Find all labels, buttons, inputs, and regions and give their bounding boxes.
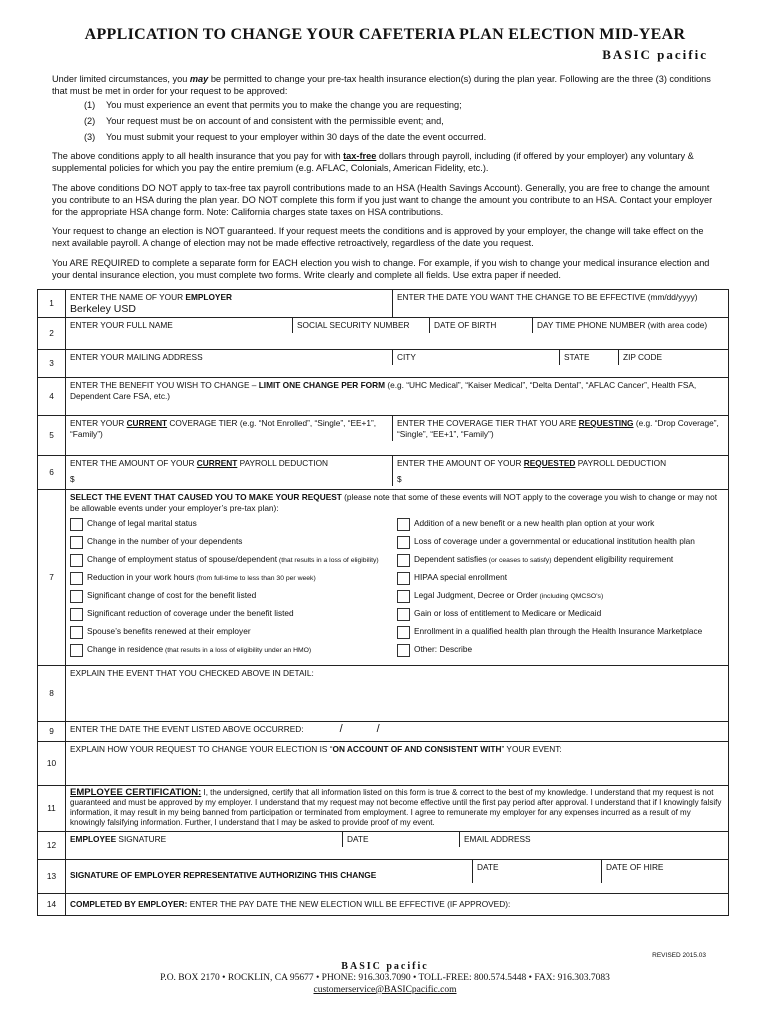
row-1 (38, 290, 729, 318)
event-list-right (397, 519, 724, 663)
condition-2: (2) Your request must be on account of and consistent with the permissible event; and, (84, 116, 444, 126)
footer-address: P.O. BOX 2170 • ROCKLIN, CA 95677 • PHONE: 916.303.7090 • TOLL-FREE: 800.574.5448 • FAX: 916.303.7083 (160, 973, 610, 983)
footer-brand: BASIC pacific (341, 961, 429, 972)
row-number: 14 (38, 894, 66, 916)
email-address-field[interactable]: EMAIL ADDRESS (459, 832, 728, 847)
event-option[interactable]: Significant change of cost for the benefit listed (70, 591, 397, 607)
event-option[interactable]: Change in the number of your dependents (70, 537, 397, 553)
event-option[interactable]: Loss of coverage under a governmental or educational institution health plan (397, 537, 724, 553)
row-number: 3 (38, 350, 66, 378)
employer-rep-signature-field[interactable]: SIGNATURE OF EMPLOYER REPRESENTATIVE AUTHORIZING THIS CHANGE (70, 870, 377, 880)
event-option[interactable]: HIPAA special enrollment (397, 573, 724, 589)
checkbox[interactable] (70, 572, 83, 585)
event-option[interactable]: Dependent satisfies (or ceases to satisfy) dependent eligibility requirement (397, 555, 724, 571)
row-number: 5 (38, 416, 66, 456)
state-field[interactable]: STATE (559, 350, 618, 365)
condition-3: (3) You must submit your request to your employer within 30 days of the date the event occurred. (84, 132, 487, 142)
checkbox[interactable] (397, 572, 410, 585)
employee-signature-field[interactable]: EMPLOYEE SIGNATURE (70, 834, 167, 844)
mailing-address-field[interactable]: ENTER YOUR MAILING ADDRESS (70, 352, 203, 362)
row-number: 7 (38, 490, 66, 666)
row-2 (38, 318, 729, 350)
row-number: 8 (38, 666, 66, 722)
row-7 (38, 490, 729, 666)
event-option[interactable]: Enrollment in a qualified health plan through the Health Insurance Marketplace (397, 627, 724, 643)
checkbox[interactable] (397, 590, 410, 603)
row-number: 13 (38, 860, 66, 894)
checkbox[interactable] (397, 536, 410, 549)
intro-paragraph-2: The above conditions apply to all health insurance that you pay for with tax-free dollars through payroll, including (if offered by your employer) any voluntary & supplemental policies for which you pay the entire premium (e.g. AFLAC, Colonials, American Fidelity, etc.). (52, 151, 694, 173)
row-10 (38, 742, 729, 786)
current-tier-field[interactable]: ENTER YOUR CURRENT COVERAGE TIER (e.g. “Not Enrolled”, “Single”, “EE+1”, “Family”) (70, 418, 377, 439)
requested-tier-field[interactable]: ENTER THE COVERAGE TIER THAT YOU ARE REQUESTING (e.g. “Drop Coverage”, “Single”, “EE+1”, “Family”) (392, 416, 728, 441)
row-number: 2 (38, 318, 66, 350)
employee-certification: EMPLOYEE CERTIFICATION: I, the undersigned, certify that all information listed on this form is true & correct to the best of my knowledge. I understand that my request is not guaranteed and must be approved by my employer. I understand that my request may not become effective until the first pay period after approval. I understand that if I knowingly falsify information, it may result in my being banned from participation or terminated from employment. I agree to remunerate my employer for any expenses incurred as a result of my knowingly falsifying information. Further, I understand that I may be asked to provide proof of my event. (66, 786, 729, 832)
dob-field[interactable]: DATE OF BIRTH (429, 318, 532, 333)
event-option[interactable]: Reduction in your work hours (from full-time to less than 30 per week) (70, 573, 397, 589)
row-12 (38, 832, 729, 860)
application-form-table (37, 289, 729, 916)
event-date-field[interactable]: ENTER THE DATE THE EVENT LISTED ABOVE OCCURRED: / / (66, 722, 729, 742)
event-option[interactable]: Gain or loss of entitlement to Medicare or Medicaid (397, 609, 724, 625)
effective-pay-date-field[interactable]: COMPLETED BY EMPLOYER: ENTER THE PAY DATE THE NEW ELECTION WILL BE EFFECTIVE (IF APPROVED): (66, 894, 729, 916)
checkbox[interactable] (70, 518, 83, 531)
event-option[interactable]: Addition of a new benefit or a new health plan option at your work (397, 519, 724, 535)
row-13 (38, 860, 729, 894)
event-option[interactable]: Change in residence (that results in a loss of eligibility under an HMO) (70, 645, 397, 661)
row-11 (38, 786, 729, 832)
checkbox[interactable] (397, 608, 410, 621)
employer-field[interactable]: ENTER THE NAME OF YOUR EMPLOYER Berkeley USD (66, 290, 392, 317)
row-8 (38, 666, 729, 722)
revision-note: REVISED 2015.03 (652, 952, 706, 959)
event-option[interactable]: Change of legal marital status (70, 519, 397, 535)
date-of-hire-field[interactable]: DATE OF HIRE (601, 860, 728, 883)
checkbox[interactable] (70, 626, 83, 639)
checkbox[interactable] (397, 626, 410, 639)
row-3 (38, 350, 729, 378)
full-name-field[interactable]: ENTER YOUR FULL NAME (70, 320, 173, 330)
event-option[interactable]: Change of employment status of spouse/dependent (that results in a loss of eligibility) (70, 555, 397, 571)
zip-field[interactable]: ZIP CODE (618, 350, 728, 365)
checkbox[interactable] (70, 536, 83, 549)
row-number: 10 (38, 742, 66, 786)
row-number: 11 (38, 786, 66, 832)
checkbox[interactable] (70, 590, 83, 603)
requested-deduction-field[interactable]: ENTER THE AMOUNT OF YOUR REQUESTED PAYROLL DEDUCTION $ (392, 456, 728, 486)
row-number: 1 (38, 290, 66, 318)
current-deduction-field[interactable]: ENTER THE AMOUNT OF YOUR CURRENT PAYROLL DEDUCTION $ (70, 458, 329, 484)
footer-email-link[interactable]: customerservice@BASICpacific.com (313, 985, 457, 995)
row-4 (38, 378, 729, 416)
event-option[interactable]: Other: Describe (397, 645, 724, 661)
event-heading: SELECT THE EVENT THAT CAUSED YOU TO MAKE YOUR REQUEST (please note that some of these events will NOT apply to the coverage you wish to change or may not be allowable events under your employer’s pre-tax plan): (70, 492, 718, 513)
phone-field[interactable]: DAY TIME PHONE NUMBER (with area code) (532, 318, 728, 333)
condition-1: (1) You must experience an event that permits you to make the change you are requesting; (84, 100, 462, 110)
ssn-field[interactable]: SOCIAL SECURITY NUMBER (292, 318, 429, 333)
row-14 (38, 894, 729, 916)
event-option[interactable]: Spouse’s benefits renewed at their employer (70, 627, 397, 643)
checkbox[interactable] (397, 644, 410, 657)
intro-paragraph-1: Under limited circumstances, you may be permitted to change your pre-tax health insurance election(s) during the plan year. Following are the three (3) conditions that must be met in order for your request to be approved: (52, 74, 711, 96)
checkbox[interactable] (70, 644, 83, 657)
checkbox[interactable] (70, 608, 83, 621)
benefit-change-field[interactable]: ENTER THE BENEFIT YOU WISH TO CHANGE – LIMIT ONE CHANGE PER FORM (e.g. “UHC Medical”, “Kaiser Medical”, “Delta Dental”, “AFLAC Cancer”, Health FSA, Dependent Care FSA, etc.) (66, 378, 729, 416)
row-number: 12 (38, 832, 66, 860)
event-option[interactable]: Significant reduction of coverage under the benefit listed (70, 609, 397, 625)
row-number: 4 (38, 378, 66, 416)
row-5 (38, 416, 729, 456)
event-option[interactable]: Legal Judgment, Decree or Order (including QMCSO’s) (397, 591, 724, 607)
city-field[interactable]: CITY (392, 350, 559, 365)
consistency-explanation-field[interactable]: EXPLAIN HOW YOUR REQUEST TO CHANGE YOUR ELECTION IS “ON ACCOUNT OF AND CONSISTENT WITH” YOUR EVENT: (66, 742, 729, 786)
intro-paragraph-5: You ARE REQUIRED to complete a separate form for EACH election you wish to change. For example, if you wish to change your medical insurance election and your dental insurance election, you must complete two forms. Write clearly and complete all fields. Use extra paper if needed. (52, 258, 710, 280)
event-list-left (70, 519, 397, 663)
intro-paragraph-3: The above conditions DO NOT apply to tax-free tax payroll contributions made to an HSA (Health Savings Account). Generally, you are free to change the amount you contribute to an HSA during the plan year. DO NOT complete this form if you just want to change the amount you contribute to an HSA. Contact your employer for the appropriate HSA change form. Note: California charges state taxes on HSA contributions. (52, 183, 713, 217)
row-number: 9 (38, 722, 66, 742)
intro-paragraph-4: Your request to change an election is NOT guaranteed. If your request meets the conditions and is approved by your employer, the change will take effect on the next available payroll. A change of election may not be made effective retroactively, regardless of the date you request. (52, 226, 704, 248)
checkbox[interactable] (70, 554, 83, 567)
row-number: 6 (38, 456, 66, 490)
event-detail-field[interactable]: EXPLAIN THE EVENT THAT YOU CHECKED ABOVE IN DETAIL: (66, 666, 729, 722)
employer-value: Berkeley USD (70, 302, 136, 315)
brand-name: BASIC pacific (602, 47, 708, 62)
row-9 (38, 722, 729, 742)
page-title: APPLICATION TO CHANGE YOUR CAFETERIA PLAN ELECTION MID-YEAR (84, 26, 686, 43)
row-6 (38, 456, 729, 490)
checkbox[interactable] (397, 518, 410, 531)
effective-date-field[interactable]: ENTER THE DATE YOU WANT THE CHANGE TO BE EFFECTIVE (mm/dd/yyyy) (392, 290, 728, 317)
employer-date-field[interactable]: DATE (472, 860, 601, 883)
checkbox[interactable] (397, 554, 410, 567)
employee-date-field[interactable]: DATE (342, 832, 459, 847)
